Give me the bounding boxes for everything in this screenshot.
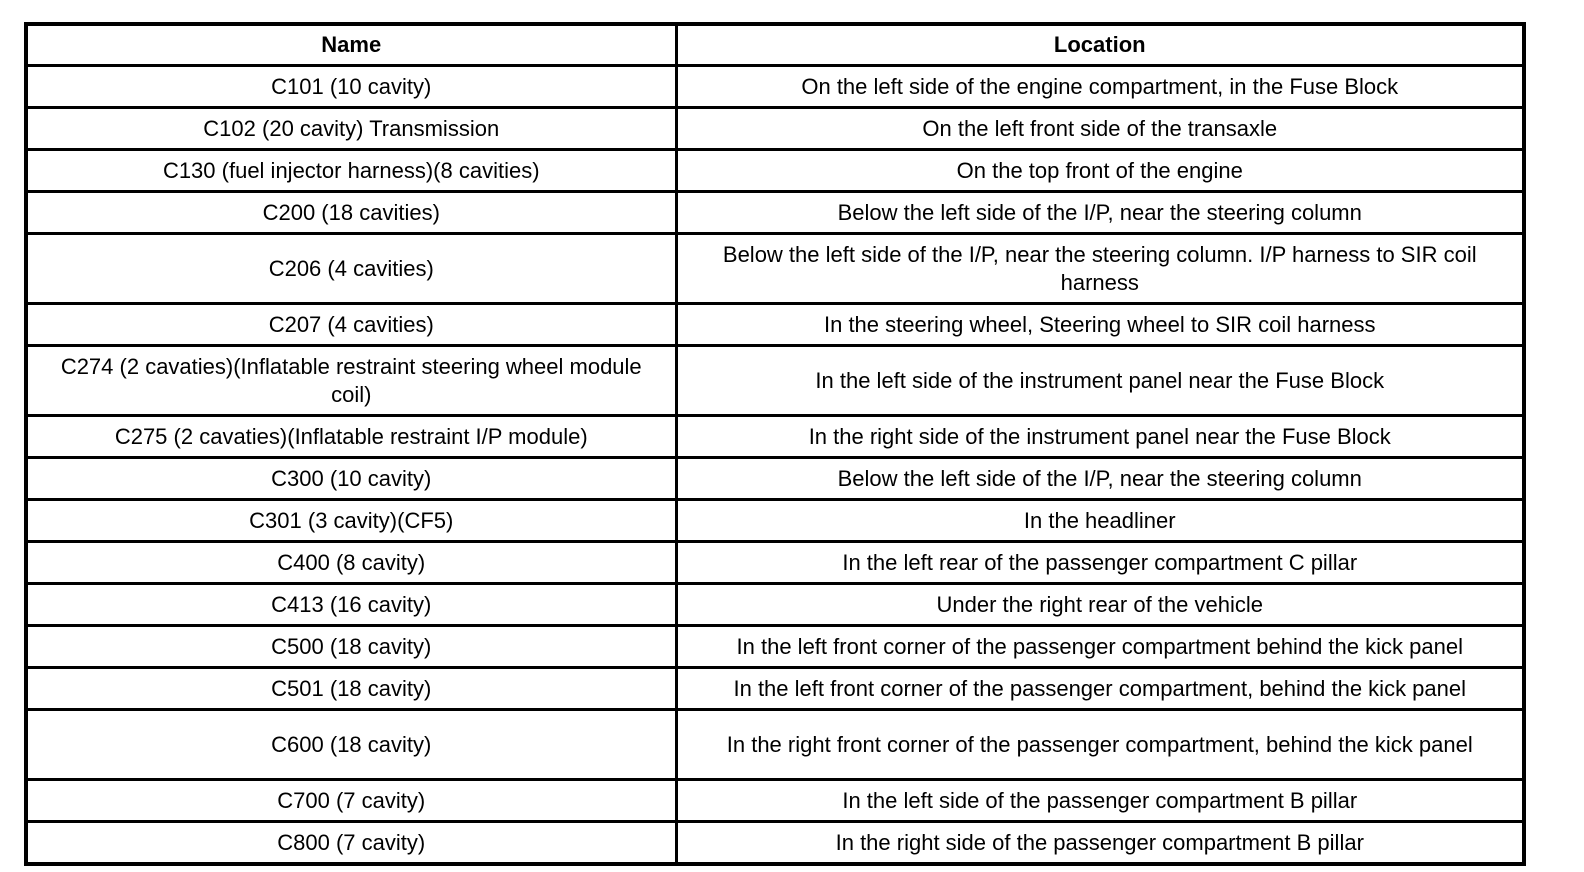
- cell-location: In the steering wheel, Steering wheel to SIR coil harness: [676, 304, 1524, 346]
- table-header-row: [26, 24, 1524, 66]
- cell-location: In the left side of the passenger compartment B pillar: [676, 780, 1524, 822]
- connector-location-table: [24, 22, 1526, 866]
- cell-name: C413 (16 cavity): [26, 584, 676, 626]
- cell-name: C400 (8 cavity): [26, 542, 676, 584]
- cell-location: Below the left side of the I/P, near the steering column: [676, 192, 1524, 234]
- cell-name: C200 (18 cavities): [26, 192, 676, 234]
- table-row: [26, 668, 1524, 710]
- table-row: [26, 192, 1524, 234]
- table-row: [26, 500, 1524, 542]
- table-row: [26, 416, 1524, 458]
- connector-location-table-wrapper: [24, 22, 1522, 866]
- cell-name: C101 (10 cavity): [26, 66, 676, 108]
- cell-location: In the left rear of the passenger compartment C pillar: [676, 542, 1524, 584]
- cell-location: Under the right rear of the vehicle: [676, 584, 1524, 626]
- cell-location: On the left side of the engine compartment, in the Fuse Block: [676, 66, 1524, 108]
- cell-name: C800 (7 cavity): [26, 822, 676, 865]
- table-row: [26, 108, 1524, 150]
- cell-location: Below the left side of the I/P, near the steering column: [676, 458, 1524, 500]
- cell-location: In the right side of the instrument panel near the Fuse Block: [676, 416, 1524, 458]
- table-row: [26, 780, 1524, 822]
- column-header-name: Name: [26, 24, 676, 66]
- cell-location: In the right front corner of the passenger compartment, behind the kick panel: [676, 710, 1524, 780]
- cell-name: C301 (3 cavity)(CF5): [26, 500, 676, 542]
- table-row: [26, 234, 1524, 304]
- table-row: [26, 66, 1524, 108]
- cell-name: C600 (18 cavity): [26, 710, 676, 780]
- cell-name: C275 (2 cavaties)(Inflatable restraint I/P module): [26, 416, 676, 458]
- cell-location: In the left side of the instrument panel near the Fuse Block: [676, 346, 1524, 416]
- cell-name: C300 (10 cavity): [26, 458, 676, 500]
- table-row: [26, 710, 1524, 780]
- cell-name: C206 (4 cavities): [26, 234, 676, 304]
- cell-location: In the headliner: [676, 500, 1524, 542]
- cell-name: C207 (4 cavities): [26, 304, 676, 346]
- column-header-location: Location: [676, 24, 1524, 66]
- cell-location: In the left front corner of the passenger compartment, behind the kick panel: [676, 668, 1524, 710]
- table-row: [26, 584, 1524, 626]
- cell-name: C500 (18 cavity): [26, 626, 676, 668]
- cell-name: C130 (fuel injector harness)(8 cavities): [26, 150, 676, 192]
- cell-location: Below the left side of the I/P, near the steering column. I/P harness to SIR coil harness: [676, 234, 1524, 304]
- table-row: [26, 458, 1524, 500]
- cell-name: C501 (18 cavity): [26, 668, 676, 710]
- cell-location: On the top front of the engine: [676, 150, 1524, 192]
- cell-name: C274 (2 cavaties)(Inflatable restraint steering wheel module coil): [26, 346, 676, 416]
- cell-name: C700 (7 cavity): [26, 780, 676, 822]
- table-row: [26, 150, 1524, 192]
- table-row: [26, 346, 1524, 416]
- table-row: [26, 626, 1524, 668]
- cell-location: On the left front side of the transaxle: [676, 108, 1524, 150]
- cell-location: In the left front corner of the passenger compartment behind the kick panel: [676, 626, 1524, 668]
- table-row: [26, 542, 1524, 584]
- cell-location: In the right side of the passenger compartment B pillar: [676, 822, 1524, 865]
- table-row: [26, 304, 1524, 346]
- cell-name: C102 (20 cavity) Transmission: [26, 108, 676, 150]
- table-row: [26, 822, 1524, 865]
